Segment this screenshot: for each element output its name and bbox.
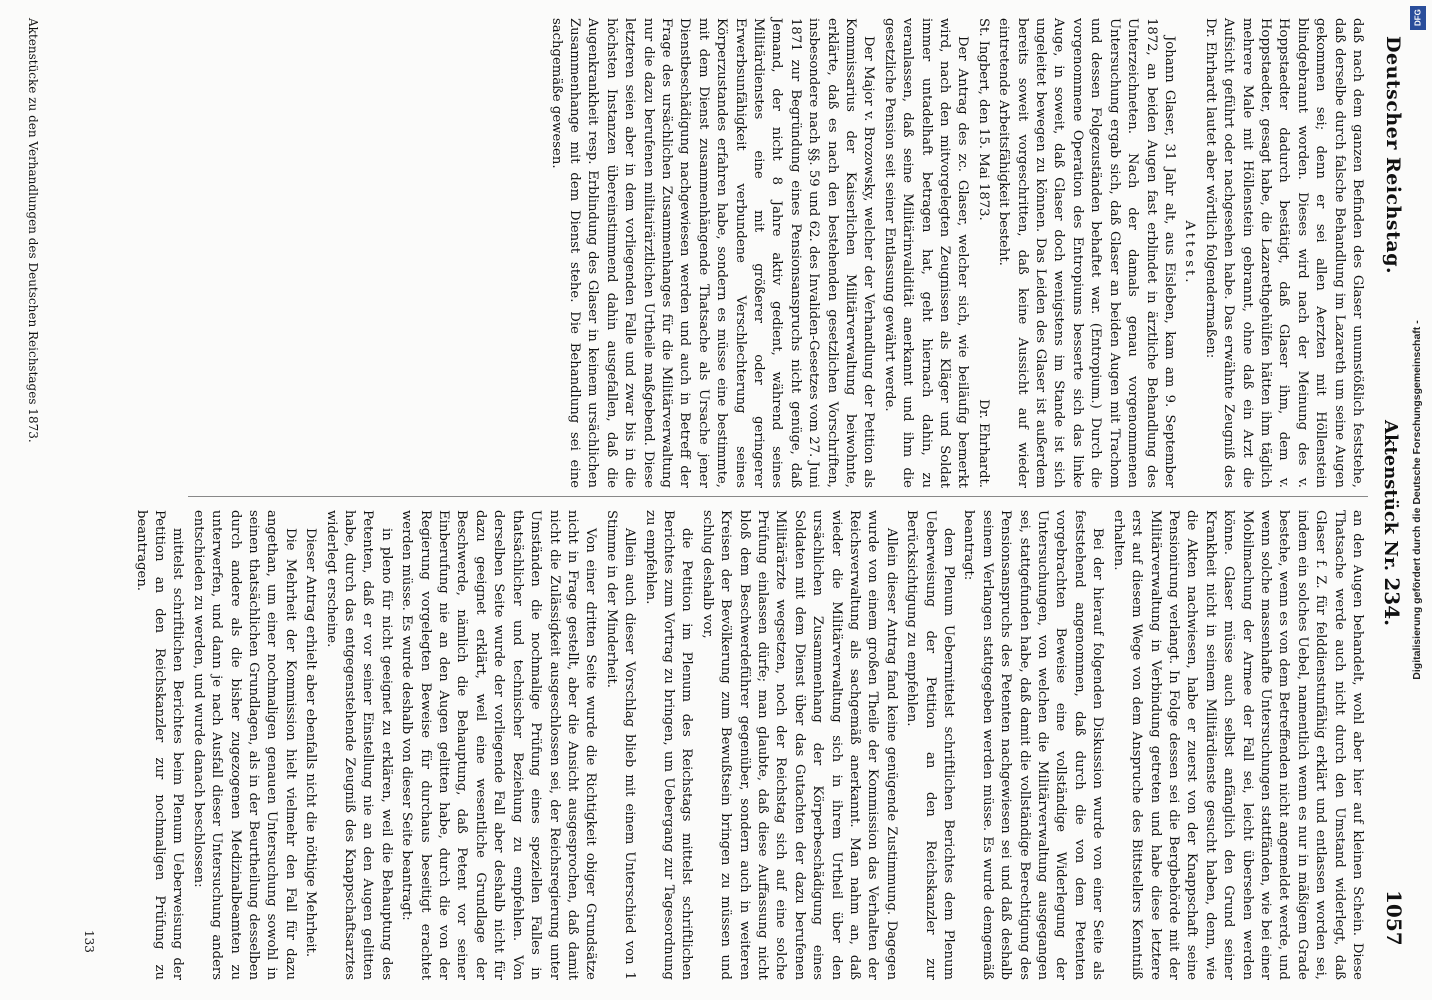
motion-text: mittelst schriftlichen Berichtes beim Plenum Ueberweisung der Petition an den Reichskanzler zur nochmaligen Prüfung zu beantragen. — [133, 510, 186, 980]
paragraph: Allein dieser Antrag fand keine genügende Zustimmung. Dagegen wurde von einem großen Theile der Kommission das Verhalten der Reichsverwaltung als sachgemäß anerkannt. Man nahm an, daß wieder die Militärverwaltung sich in ihrem Urtheil über den ursächlichen Zusammenhang der Körperbeschädigung eines Soldaten mit dem Dienst über das Gutachten der dazu berufenen Militärärzte wegsetzen, noch der Reichstag sich auf eine solche Prüfung einlassen dürfe; man glaubte, daß diese Auffassung nicht bloß dem Beschwerdeführer gegenüber, sondern auch in weiteren Kreisen der Bevölkerung zum Bewußtsein bringen zu müssen und schlug deshalb vor, — [699, 510, 899, 980]
attest-signature: St. Ingbert, den 15. Mai 1873. Dr. Ehrhardt. — [975, 18, 991, 488]
header-page-number: 1057 — [1382, 890, 1406, 946]
attest-heading: Attest. — [1182, 220, 1198, 286]
footer-page-number: 133 — [82, 930, 96, 953]
paragraph: Die Mehrheit der Kommission hielt vielmehr den Fall für dazu angethan, um einer nochmaligen genauen Untersuchung sowohl in seinen thatsächlichen Grundlagen, als in der Beurtheilung desselben durch andere als die bisher zugezogenen Medizinalbeamten zu unterwerfen, und dann je nach Ausfall dieser Untersuchung anders entschieden zu werden, und wurde danach beschlossen: — [190, 510, 298, 980]
paragraph: Von einer dritten Seite wurde die Richtigkeit obiger Grundsätze nicht in Frage gestellt, aber die Ansicht ausgesprochen, daß damit nicht die Zulässigkeit ausgeschlossen sei, der Reichsregierung unter Umständen die nochmalige Prüfung eines speziellen Falles in thatsächlicher und technischer Beziehung zu empfehlen. Von derselben Seite wurde der vorliegende Fall aber deshalb nicht für dazu geeignet erklärt, weil eine wesentliche Grundlage der Beschwerde, nämlich die Behauptung, daß Petent vor seiner Einberufung nie an den Augen gelitten habe, durch die von der Regierung vorgelegten Beweise für durchaus beseitigt erachtet werden müsse. Es wurde deshalb von dieser Seite beantragt: — [399, 510, 599, 980]
dfg-logo-icon: DFG — [1410, 6, 1426, 30]
paragraph: Der Major v. Brozowsky, welcher der Verhandlung der Petition als Kommissarius der Kaiserlichen Militärverwaltung beiwohnte, erklärte, daß es nach den bestehenden gesetzlichen Vorschriften, insbesondere nach §§. 59 und 62. des Invaliden-Gesetzes vom 27. Juni 1871 zur Begründung eines Pensionsanspruchs nicht genüge, daß Jemand, der nicht 8 Jahre aktiv gedient, während seines Militärdienstes eine mit größerer oder geringerer Erwerbsunfähigkeit verbundene Verschlechterung seines Körperzustandes erfahren habe, sondern es müsse eine bestimmte, mit dem Dienst zusammenhängende Thatsache als Ursache jener Dienstbeschädigung nachgewiesen werden und auch in Betreff der Frage des ursächlichen Zusammenhanges für die Militärverwaltung nur die dazu berufenen militairärztlichen Urtheile maßgebend. Diese letzteren seien aber in dem vorliegenden Falle und zwar bis in die höchsten Instanzen übereinstimmend dahin ausgefallen, daß die Augenkrankheit resp. Erblindung des Glaser in keinem ursächlichen Zusammenhange mit dem Dienst stehe. Die Behandlung sei eine sachgemäße gewesen. — [548, 18, 877, 488]
dfg-funding-note: Digitalisierung gefördert durch die Deutsche Forschungsgemeinschaft - — [1411, 320, 1423, 680]
paragraph: Dieser Antrag erhielt aber ebenfalls nicht die nöthige Mehrheit. — [303, 528, 319, 958]
header-document-number: Aktenstück Nr. 234. — [1380, 420, 1404, 627]
header-title: Deutscher Reichstag. — [1382, 36, 1404, 275]
text-column-left — [544, 18, 1366, 488]
paragraph: Der Antrag des zc. Glaser, welcher sich, wie beiläufig bemerkt wird, nach den mitvorgelegten Zeugnissen als Kläger und Soldat immer untadelhaft betragen hat, geht hiernach dahin, zu veranlassen, daß seine Militärinvalidität anerkannt und ihm die gesetzliche Pension seit seiner Entlassung gewährt werde. — [881, 18, 971, 488]
text-column-right — [129, 510, 1366, 980]
motion-text: die Petition im Plenum des Reichstags mittelst schriftlichen Berichtes zum Vortrag zu bringen, um Uebergang zur Tagesordnung zu empfehlen. — [642, 510, 695, 980]
motion-text: in pleno für nicht geeignet zu erklären, weil die Behauptung des Petenten, daß er vor seiner Einstellung nie an den Augen gelitten habe, durch das entgegenstehende Zeugniß des Knappschaftsarztes widerlegt erscheine. — [323, 510, 394, 980]
page-footer: Aktenstücke zu den Verhandlungen des Deutschen Reichstages 1873. — [26, 18, 40, 443]
motion-text: dem Plenum Uebermittelst schriftlichen Berichtes dem Plenum Ueberweisung der Petition an den Reichskanzler zur Berücksichtigung zu empfehlen. — [904, 510, 957, 980]
paragraph: Allein auch dieser Vorschlag blieb mit einem Unterschied von 1 Stimme in der Minderheit. — [603, 510, 638, 980]
paragraph: Johann Glaser, 31 Jahr alt, aus Eisleben, kam am 9. September 1872, an beiden Augen fast erblindet in ärztliche Behandlung des Unterzeichneten. Nach der damals genau vorgenommenen Untersuchung ergab sich, daß Glaser an beiden Augen mit Trachom und dessen Folgezuständen behaftet war. (Entropium.) Durch die vorgenommene Operation des Entropiums besserte sich das linke Auge, in soweit, daß Glaser doch wenigstens im Stande ist sich ungeleitet bewegen zu können. Das Leiden des Glaser ist außerdem bereits soweit vorgeschritten, daß keine Aussicht auf wieder eintretende Arbeitsfähigkeit besteht. — [996, 18, 1177, 488]
paragraph: Bei der hierauf folgenden Diskussion wurde von einer Seite als feststehend angenommen, daß durch die von dem Petenten vorgebrachten Beweise eine vollständige Widerlegung der Untersuchungen, von welchen die Militärverwaltung ausgegangen sei, stattgefunden habe, daß damit die vollständige Berechtigung des Pensionsanspruchs des Petenten nachgewiesen sei und daß deshalb seinem Verlangen stattgegeben werden müsse. Es wurde demgemäß beantragt: — [961, 510, 1106, 980]
paragraph: daß nach dem ganzen Befinden des Glaser unumstößlich feststehe, daß derselbe durch falsche Behandlung im Lazareth um seine Augen gekommen sei; denn er sei allen Aerzten mit Höllenstein blindgebrannt worden. Dieses wird nach der Meinung des v. Hoppstaedter dadurch bestätigt, daß Glaser ihm, dem v. Hoppstaedter, gesagt habe, die Lazarethgehülfen hätten ihm täglich mehrere Male mit Höllenstein gebrannt, ohne daß ein Arzt die Aufsicht geführt oder nachgesehen habe. Das erwähnte Zeugniß des Dr. Ehrhardt lautet aber wörtlich folgendermaßen: — [1202, 18, 1365, 488]
paragraph: an den Augen behandelt, wohl aber hier auf kleinen Schein. Diese Thatsache werde auch nicht durch den Umstand widerlegt, daß Glaser f. Z. für felddienstunfähig erklärt und entlassen worden sei, indem ein solches Uebel, namentlich wenn es nur in mäßigem Grade bestehe, wenn es von dem Betreffenden nicht angemeldet werde, und wenn solche massenhafte Untersuchungen stattfänden, wie bei einer Mobilmachung der Armee der Fall sei, leicht übersehen werden könne. Glaser müsse auch selbst anfänglich den Grund seiner Krankheit nicht in seinem Militärdienste gesucht haben, denn, wie die Akten nachwiesen, habe er zuerst von der Knappschaft seine Pensionirung verlangt. In Folge dessen sei die Bergbehörde mit der Militärverwaltung in Verbindung getreten und habe diese letztere erst auf diesem Wege von dem Anspruche des Bittstellers Kenntniß erhalten. — [1110, 510, 1365, 980]
column-divider — [188, 496, 1368, 497]
